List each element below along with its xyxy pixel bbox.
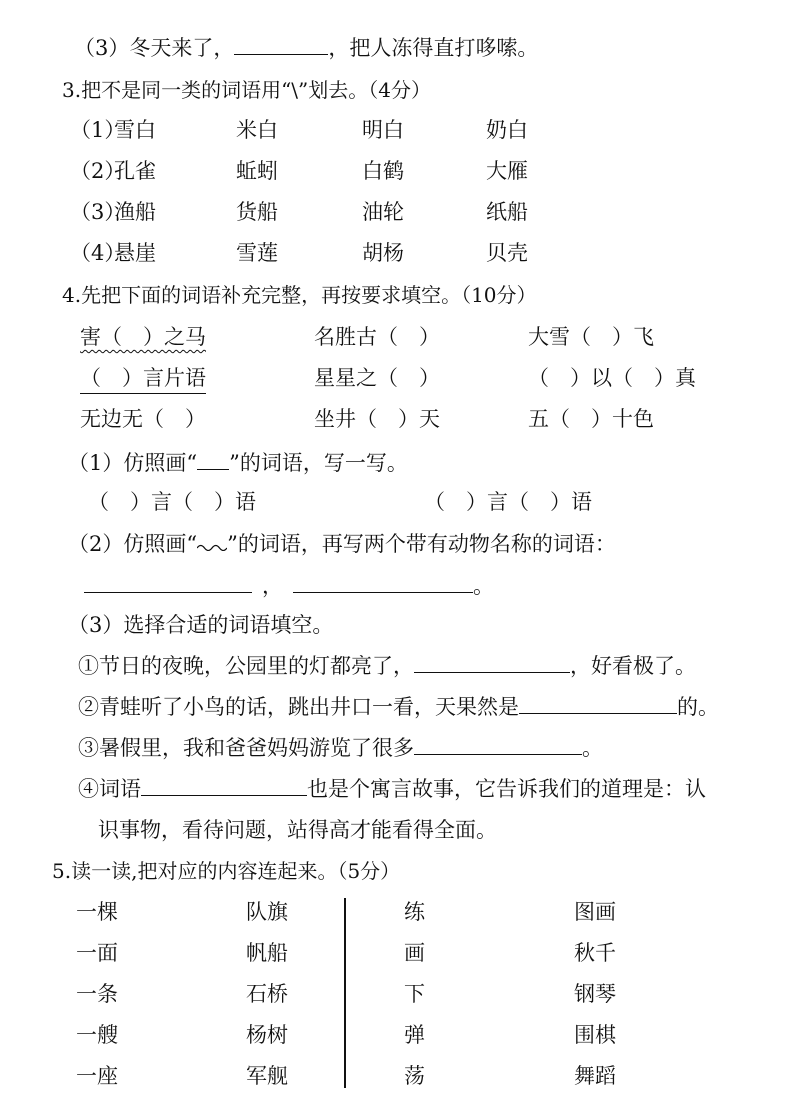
sentence-4-blank[interactable] — [141, 775, 307, 796]
match-item[interactable]: 一面 — [76, 941, 118, 965]
q3-word[interactable]: 纸船 — [486, 200, 528, 224]
q4-sub1-item-1[interactable]: （ ）言（ ）语 — [88, 490, 256, 514]
q3-row3-num: （3） — [70, 200, 126, 224]
q4-sub1-item-2[interactable]: （ ）言（ ）语 — [424, 490, 592, 514]
match-item[interactable]: 一棵 — [76, 900, 118, 924]
q3-word[interactable]: 油轮 — [362, 200, 404, 224]
sentence-3: ③暑假里，我和爸爸妈妈游览了很多 。 — [78, 736, 603, 760]
q3-row2-num: （2） — [70, 159, 126, 183]
q3-word[interactable]: 胡杨 — [362, 241, 404, 265]
match-item[interactable]: 图画 — [574, 900, 616, 924]
q4-title: 4.先把下面的词语补充完整，再按要求填空。（10分） — [62, 283, 537, 307]
match-item[interactable]: 一艘 — [76, 1023, 118, 1047]
q3-word[interactable]: 孔雀 — [114, 159, 156, 183]
match-item[interactable]: 帆船 — [246, 941, 288, 965]
q3-word[interactable]: 悬崖 — [114, 241, 156, 265]
sentence-1: ①节日的夜晚，公园里的灯都亮了， ，好看极了。 — [78, 654, 696, 678]
answer-blank-2[interactable] — [293, 572, 473, 593]
q3-word[interactable]: 大雁 — [486, 159, 528, 183]
idiom-cell[interactable]: 害（ ）之马 — [80, 325, 206, 349]
q3-word[interactable]: 明白 — [362, 118, 404, 142]
q3-title: 3.把不是同一类的词语用“\”划去。（4分） — [62, 78, 431, 102]
q2-line3: （3）冬天来了， ，把人冻得直打哆嗦。 — [74, 36, 539, 60]
match-item[interactable]: 围棋 — [574, 1023, 616, 1047]
sentence-2: ②青蛙听了小鸟的话，跳出井口一看，天果然是 的。 — [78, 695, 719, 719]
q2-line3-blank[interactable] — [234, 34, 328, 55]
q3-word[interactable]: 白鹤 — [362, 159, 404, 183]
match-item[interactable]: 画 — [404, 941, 425, 965]
idiom-cell[interactable]: 坐井（ ）天 — [314, 407, 440, 431]
column-divider — [344, 898, 346, 1088]
q3-word[interactable]: 货船 — [236, 200, 278, 224]
q3-row4-num: （4） — [70, 241, 126, 265]
match-item[interactable]: 一条 — [76, 982, 118, 1006]
answer-blank-1[interactable] — [84, 572, 252, 593]
q3-word[interactable]: 雪白 — [114, 118, 156, 142]
match-item[interactable]: 队旗 — [246, 900, 288, 924]
match-item[interactable]: 弹 — [404, 1023, 425, 1047]
idiom-cell[interactable]: （ ）以（ ）真 — [528, 366, 696, 390]
q5-title: 5.读一读,把对应的内容连起来。（5分） — [52, 859, 401, 883]
match-item[interactable]: 钢琴 — [574, 982, 616, 1006]
idiom-cell[interactable]: （ ）言片语 — [80, 364, 206, 394]
match-item[interactable]: 军舰 — [246, 1064, 288, 1088]
q3-word[interactable]: 渔船 — [114, 200, 156, 224]
q4-sub2-answers: ， 。 — [84, 572, 494, 600]
sentence-1-blank[interactable] — [414, 652, 570, 673]
q3-word[interactable]: 贝壳 — [486, 241, 528, 265]
match-item[interactable]: 石桥 — [246, 982, 288, 1006]
wavy-underline-mark — [197, 541, 227, 551]
sentence-4: ④词语 也是个寓言故事，它告诉我们的道理是：认 — [78, 777, 706, 801]
match-item[interactable]: 练 — [404, 900, 425, 924]
q3-row1-num: （1） — [70, 118, 126, 142]
q3-word[interactable]: 蚯蚓 — [236, 159, 278, 183]
q4-sub3-title: （3）选择合适的词语填空。 — [68, 613, 334, 637]
match-item[interactable]: 荡 — [404, 1064, 425, 1088]
q3-word[interactable]: 雪莲 — [236, 241, 278, 265]
idiom-cell[interactable]: 无边无（ ） — [80, 407, 206, 431]
straight-underline-mark — [197, 451, 229, 470]
idiom-cell[interactable]: 大雪（ ）飞 — [528, 325, 654, 349]
match-item[interactable]: 杨树 — [246, 1023, 288, 1047]
q3-word[interactable]: 奶白 — [486, 118, 528, 142]
idiom-cell[interactable]: 星星之（ ） — [314, 366, 440, 390]
idiom-cell[interactable]: 五（ ）十色 — [528, 407, 654, 431]
sentence-3-blank[interactable] — [414, 734, 582, 755]
match-item[interactable]: 一座 — [76, 1064, 118, 1088]
q3-word[interactable]: 米白 — [236, 118, 278, 142]
q4-sub2: （2）仿照画“ ”的词语，再写两个带有动物名称的词语： — [68, 532, 616, 556]
match-item[interactable]: 下 — [404, 982, 425, 1006]
q4-sub1: （1）仿照画“ ”的词语，写一写。 — [68, 451, 408, 475]
idiom-cell[interactable]: 名胜古（ ） — [314, 325, 440, 349]
match-item[interactable]: 舞蹈 — [574, 1064, 616, 1088]
match-item[interactable]: 秋千 — [574, 941, 616, 965]
sentence-4-cont: 识事物，看待问题，站得高才能看得全面。 — [98, 818, 497, 842]
sentence-2-blank[interactable] — [519, 693, 677, 714]
